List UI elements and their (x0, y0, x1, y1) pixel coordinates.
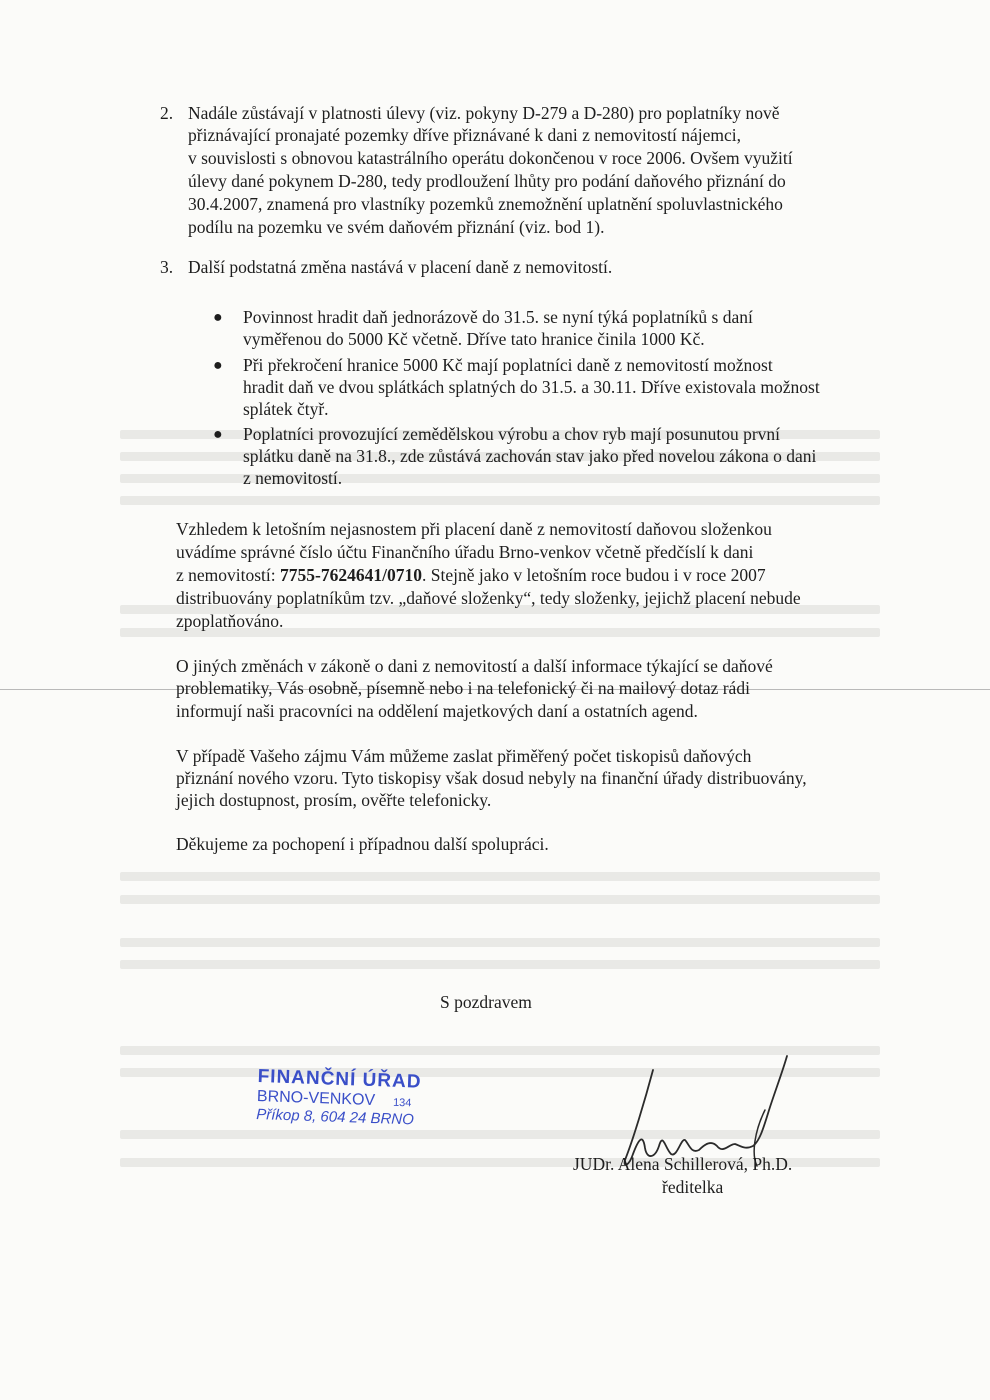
bullet-marker: ● (213, 357, 223, 374)
text-line: splátku daně na 31.8., zde zůstává zachován stav jako před novelou zákona o dani (243, 446, 817, 466)
signer-role: ředitelka (662, 1177, 724, 1197)
text-fragment: . Stejně jako v letošním roce budou i v roce 2007 (421, 565, 766, 585)
text-line: Další podstatná změna nastává v placení daně z nemovitostí. (188, 257, 613, 277)
text-line: přiznávající pronajaté pozemky dříve přiznávané k dani z nemovitostí nájemci, (188, 125, 741, 145)
text-line: z nemovitostí. (243, 468, 343, 488)
signer-name: JUDr. Alena Schillerová, Ph.D. (573, 1154, 793, 1174)
text-line: splátek čtyř. (243, 399, 329, 419)
text-line: podílu na pozemku ve svém daňovém přiznání (viz. bod 1). (188, 217, 605, 237)
item-number: 3. (160, 257, 174, 277)
text-line: zpoplatňováno. (176, 611, 284, 631)
text-line (176, 564, 876, 586)
thanks-line: Děkujeme za pochopení i případnou další spolupráci. (176, 834, 549, 854)
stamp-text: BRNO-VENKOV (256, 1087, 376, 1110)
text-line: hradit daň ve dvou splátkách splatných do 31.5. a 30.11. Dříve existovala možnost (243, 377, 820, 397)
stamp-line: Příkop 8, 604 24 BRNO (256, 1105, 415, 1129)
text-line: Nadále zůstávají v platnosti úlevy (viz. pokyny D-279 a D-280) pro poplatníky nově (188, 103, 780, 123)
bullet-marker: ● (213, 426, 223, 443)
text-line: Poplatníci provozující zemědělskou výrobu a chov ryb mají posunutou první (243, 424, 781, 444)
text-line: informují naši pracovníci na oddělení majetkových daní a ostatních agend. (176, 701, 698, 721)
stamp-number: 134 (392, 1096, 412, 1110)
item-number: 2. (160, 103, 174, 123)
text-line: vyměřenou do 5000 Kč včetně. Dříve tato hranice činila 1000 Kč. (243, 329, 705, 349)
text-line: O jiných změnách v zákoně o dani z nemovitostí a další informace týkající se daňové (176, 656, 773, 676)
closing-greeting: S pozdravem (440, 992, 532, 1012)
text-line: uvádíme správné číslo účtu Finančního úřadu Brno-venkov včetně předčíslí k dani (176, 542, 754, 562)
text-line: Povinnost hradit daň jednorázově do 31.5. se nyní týká poplatníků s daní (243, 307, 753, 327)
bullet-marker: ● (213, 309, 223, 326)
bank-account-number: 7755-7624641/0710 (280, 565, 422, 585)
office-stamp (256, 1066, 422, 1129)
text-line: úlevy dané pokynem D-280, tedy prodloužení lhůty pro podání daňového přiznání do (188, 171, 786, 191)
text-line: přiznání nového vzoru. Tyto tiskopisy však dosud nebyly na finanční úřady distribuovány, (176, 768, 807, 788)
text-fragment: z nemovitostí: (176, 565, 281, 585)
text-line: V případě Vašeho zájmu Vám můžeme zaslat přiměřený počet tiskopisů daňových (176, 746, 752, 766)
text-line: jejich dostupnost, prosím, ověřte telefonicky. (176, 790, 492, 810)
stamp-line: FINANČNÍ ÚŘAD (257, 1066, 422, 1093)
text-line: distribuovány poplatníkům tzv. „daňové složenky“, tedy složenky, jejichž placení nebude (176, 588, 801, 608)
text-line: 30.4.2007, znamená pro vlastníky pozemků znemožnění uplatnění spoluvlastnického (188, 194, 783, 214)
text-line: Při překročení hranice 5000 Kč mají poplatníci daně z nemovitostí možnost (243, 355, 773, 375)
text-line: v souvislosti s obnovou katastrálního operátu dokončenou v roce 2006. Ovšem využití (188, 148, 793, 168)
text-line: Vzhledem k letošním nejasnostem při placení daně z nemovitostí daňovou složenkou (176, 519, 772, 539)
text-line: problematiky, Vás osobně, písemně nebo i na telefonický či na mailový dotaz rádi (176, 678, 750, 698)
